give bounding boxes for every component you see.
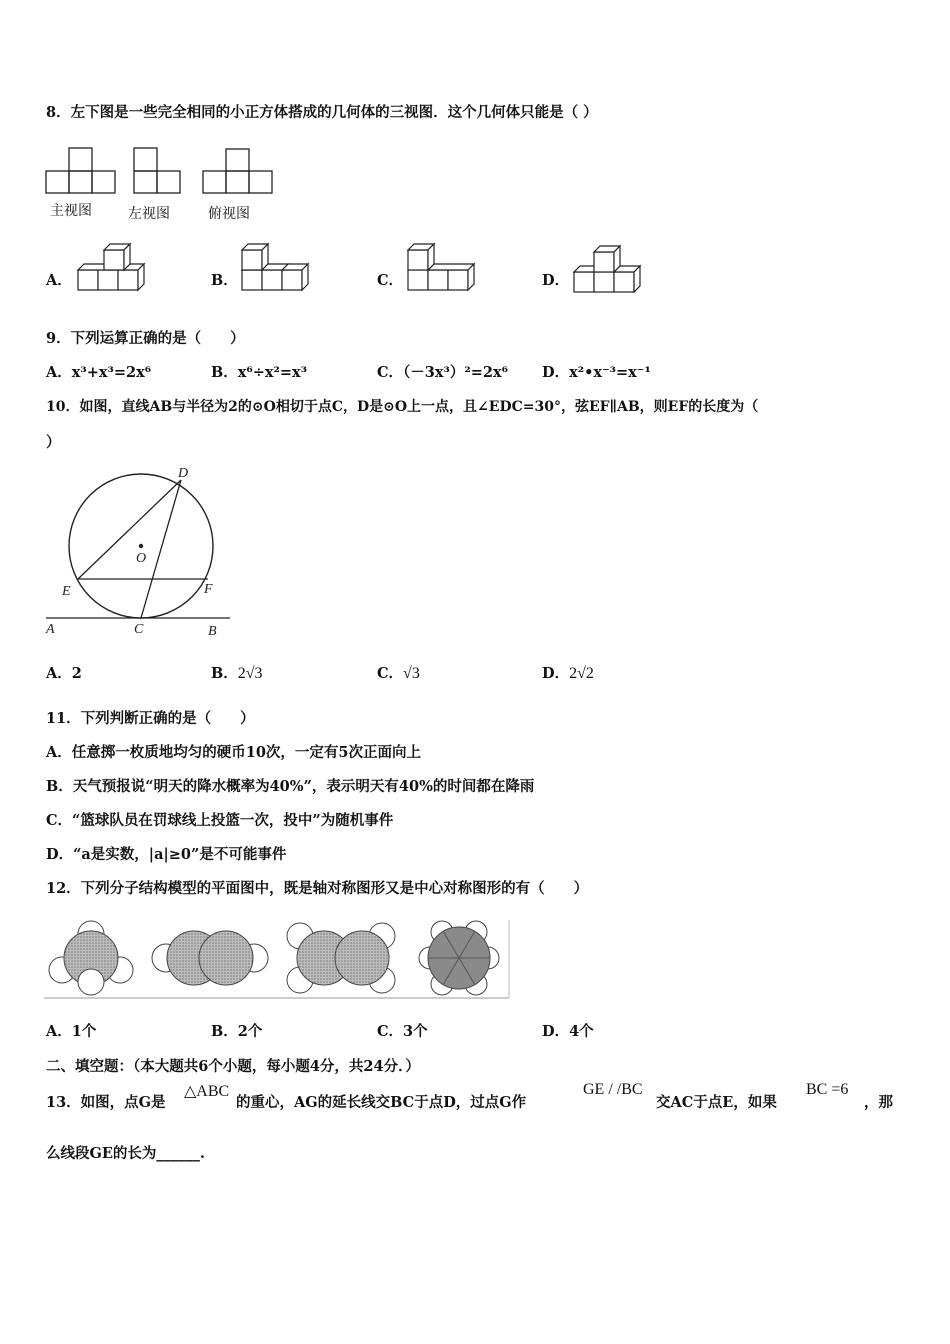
view-label-left: 左视图 [128, 206, 170, 222]
q8-option-a-label: A． [46, 272, 72, 289]
label-a: A [46, 622, 55, 637]
q10-option-c: C．√3 [377, 665, 420, 682]
q9-option-d: D．x²•x⁻³=x⁻¹ [542, 364, 651, 381]
q11-option-b: B．天气预报说“明天的降水概率为40%”，表示明天有40%的时间都在降雨 [46, 778, 535, 795]
q11-option-a: A．任意掷一枚质地均匀的硬币10次，一定有5次正面向上 [46, 744, 422, 761]
q13-part3: 交AC于点E，如果 [656, 1094, 777, 1111]
q9-option-b: B．x⁶÷x²=x³ [211, 364, 308, 381]
q12-option-b: B．2个 [211, 1023, 263, 1040]
q10-stem-line1: 10．如图，直线AB与半径为2的⊙O相切于点C，D是⊙O上一点，且∠EDC=30°，弦EF∥AB，则EF的长度为（ [46, 399, 759, 415]
q13-part2: 的重心，AG的延长线交BC于点D，过点G作 [236, 1094, 527, 1111]
q10-option-b: B．2√3 [211, 665, 263, 682]
q11-stem: 11．下列判断正确的是（ ） [46, 710, 255, 727]
q13-part1: 13．如图，点G是 [46, 1094, 166, 1111]
q8-option-c-label: C． [377, 272, 404, 289]
q10-stem-line2: ） [46, 434, 61, 451]
q13-math-parallel: GE / /BC [583, 1081, 643, 1098]
label-e: E [62, 584, 71, 599]
q8-option-b-label: B． [211, 272, 238, 289]
q8-option-d-figure [572, 245, 652, 300]
q13-math-triangle: △ABC [184, 1083, 230, 1100]
label-d: D [178, 466, 189, 481]
q8-option-c-figure [406, 243, 486, 298]
view-label-top: 俯视图 [208, 206, 250, 222]
q10-option-a: A．2 [46, 665, 82, 682]
q11-option-d: D．“a是实数，|a|≥0”是不可能事件 [46, 846, 287, 863]
q8-option-b-figure [240, 246, 320, 301]
q10-circle-figure [40, 462, 240, 637]
q12-stem: 12．下列分子结构模型的平面图中，既是轴对称图形又是中心对称图形的有（ ） [46, 880, 589, 897]
q12-option-c: C．3个 [377, 1023, 428, 1040]
section2-title: 二、填空题：（本大题共6个小题，每小题4分，共24分．） [46, 1058, 420, 1075]
q9-option-c: C．（－3x³）²=2x⁶ [377, 364, 508, 381]
q10-option-d: D．2√2 [542, 665, 594, 682]
label-b: B [208, 624, 217, 639]
q9-stem: 9．下列运算正确的是（ ） [46, 330, 245, 347]
q8-three-views [44, 144, 284, 204]
q8-stem: 8．左下图是一些完全相同的小正方体搭成的几何体的三视图．这个几何体只能是（ ） [46, 104, 598, 121]
view-label-front: 主视图 [50, 203, 92, 219]
q8-option-a-figure [76, 243, 156, 298]
label-o: O [136, 551, 147, 566]
q9-option-a: A．x³+x³=2x⁶ [46, 364, 152, 381]
label-f: F [204, 582, 213, 597]
q11-option-c: C．“篮球队员在罚球线上投篮一次，投中”为随机事件 [46, 812, 394, 829]
q12-option-a: A．1个 [46, 1023, 97, 1040]
q8-option-d-label: D． [542, 272, 570, 289]
q12-option-d: D．4个 [542, 1023, 594, 1040]
label-c: C [134, 622, 144, 637]
q13-math-bc: BC =6 [806, 1081, 849, 1098]
q12-molecule-figures [44, 918, 514, 1000]
q13-line2: 么线段GE的长为______. [46, 1145, 205, 1162]
q13-part4: ，那 [864, 1094, 893, 1111]
